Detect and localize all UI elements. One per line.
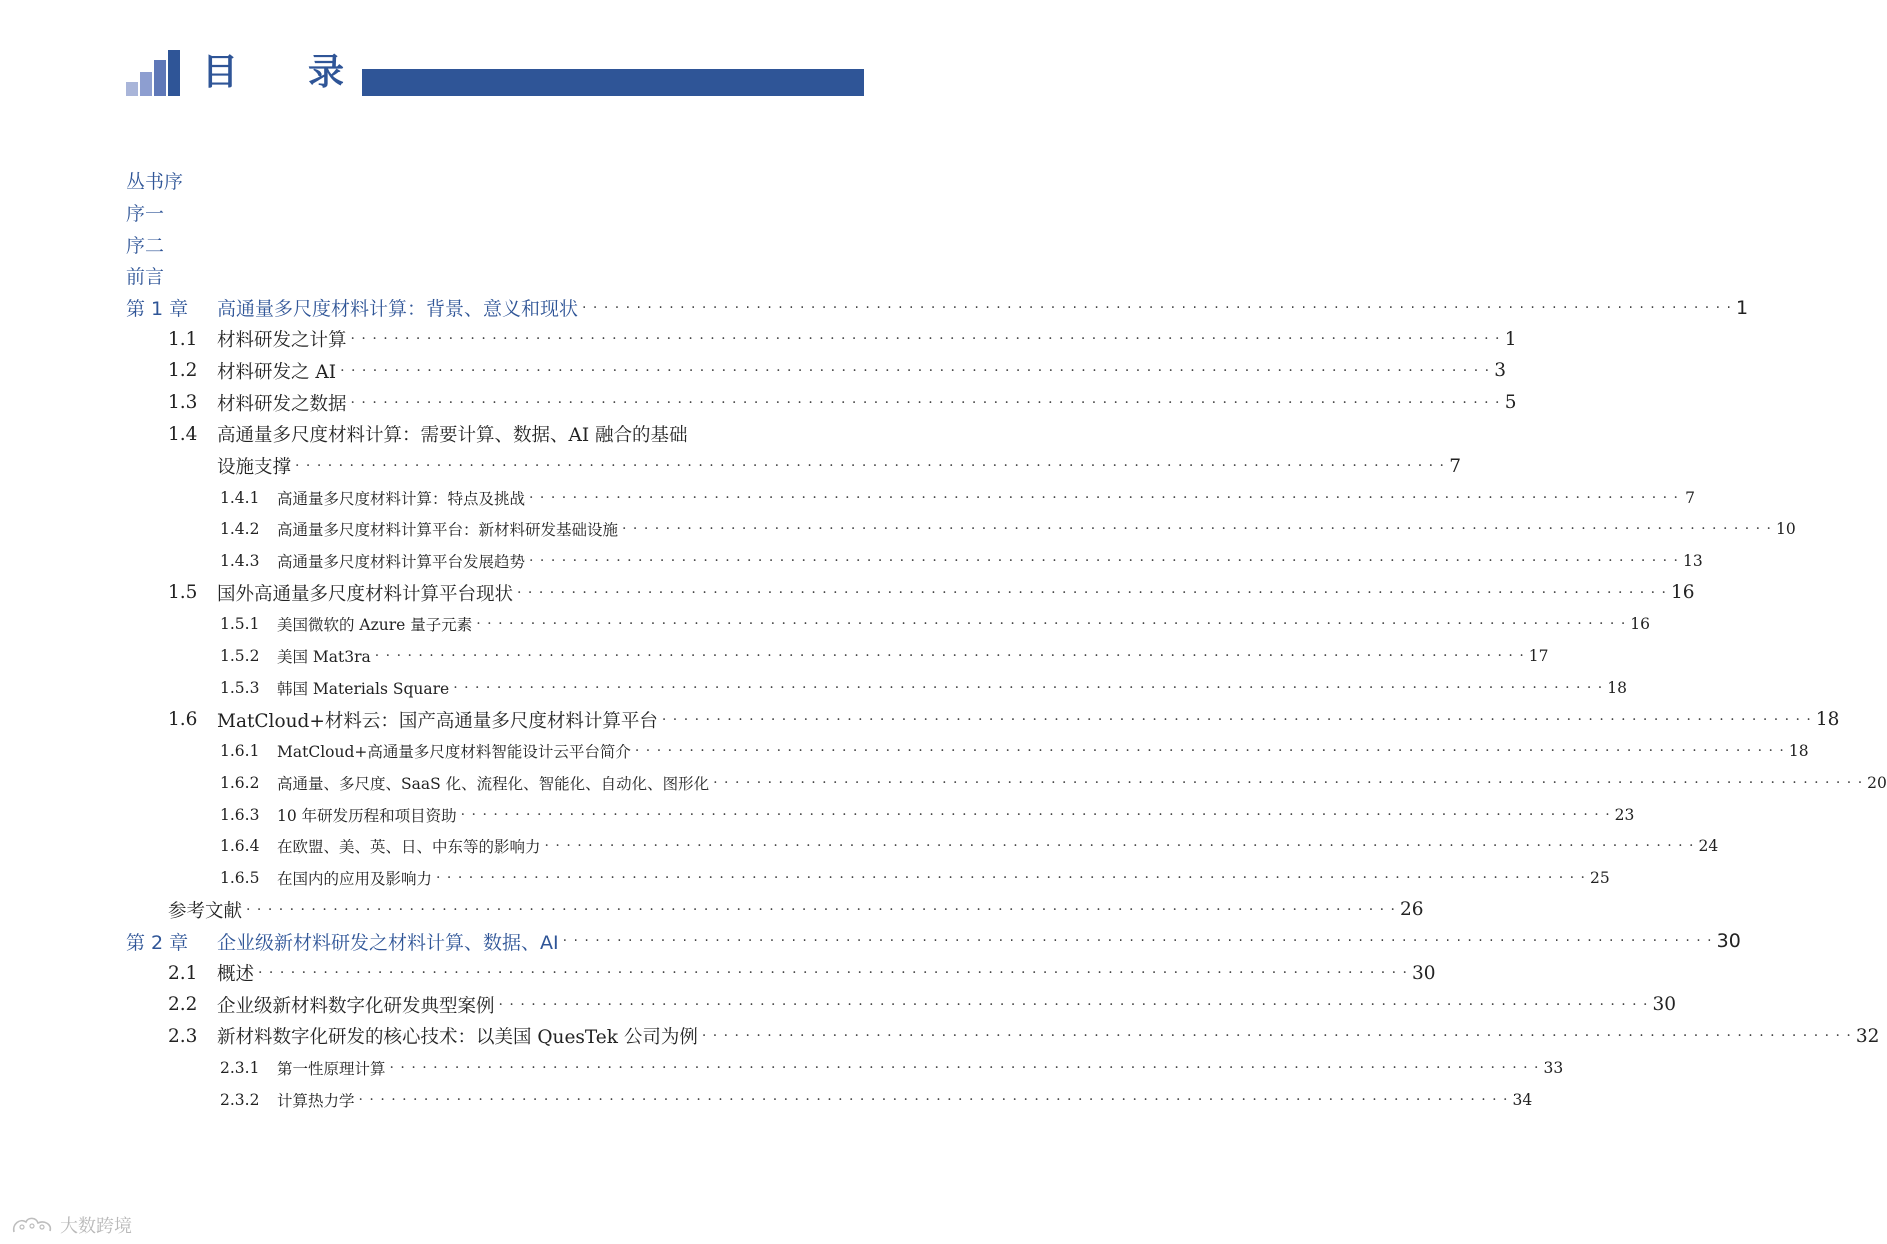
toc-front-item[interactable] xyxy=(126,228,864,260)
toc-page-number: 34 xyxy=(1512,1090,1533,1109)
toc-page-number: 30 xyxy=(1652,994,1677,1016)
toc-entry-number: 1.6.2 xyxy=(220,773,260,792)
watermark-text: 大数跨境 xyxy=(60,1216,132,1237)
toc-front-item[interactable] xyxy=(126,260,864,292)
toc-page-number: 20 xyxy=(1867,773,1887,792)
toc-entry-number: 1.5.3 xyxy=(220,678,260,697)
toc-page-number: 26 xyxy=(1400,899,1424,921)
logo-bar xyxy=(154,60,166,96)
toc-entry-title: 参考文献 xyxy=(168,900,243,922)
toc-entry-title: 高通量多尺度材料计算：背景、意义和现状 xyxy=(217,298,579,321)
toc-sec-row[interactable] xyxy=(126,1021,1880,1053)
title-char-1: 目 xyxy=(202,51,239,93)
toc-leader-dots xyxy=(432,870,1590,886)
toc-entry-title: 新材料数字化研发的核心技术：以美国 QuesTek 公司为例 xyxy=(217,1027,698,1049)
toc-entry-number: 1.1 xyxy=(168,328,198,350)
toc-sub-row[interactable] xyxy=(126,545,1703,577)
toc-entry-title: MatCloud+材料云：国产高通量多尺度材料计算平台 xyxy=(217,710,658,732)
toc-sub-row[interactable] xyxy=(126,1052,1564,1084)
toc-leader-dots xyxy=(525,490,1683,506)
toc-entry-number: 1.5 xyxy=(168,582,198,604)
toc-page-number: 23 xyxy=(1614,805,1635,824)
toc-entry-title: 美国微软的 Azure 量子元素 xyxy=(277,616,473,635)
toc-page-number: 32 xyxy=(1855,1025,1880,1047)
toc-page-number: 30 xyxy=(1412,962,1436,984)
toc-entry-number: 1.3 xyxy=(168,392,198,414)
toc-entry-title: 韩国 Materials Square xyxy=(277,679,450,698)
toc-entry-title: 在国内的应用及影响力 xyxy=(277,869,433,888)
toc-leader-dots xyxy=(291,458,1449,474)
toc-leader-dots xyxy=(495,997,1653,1013)
toc-entry-number: 第 1 章 xyxy=(126,298,189,321)
toc-entry-number: 1.6.5 xyxy=(220,868,260,887)
toc-entry-number: 1.4.1 xyxy=(220,488,260,507)
toc-page-number: 30 xyxy=(1716,930,1741,953)
toc-entry-title: 企业级新材料数字化研发典型案例 xyxy=(217,995,495,1017)
toc-ref-row[interactable] xyxy=(126,894,1424,926)
toc-chapter-row[interactable] xyxy=(126,292,1749,324)
toc-entry-title: 序二 xyxy=(126,234,165,257)
toc-entry-title: 序一 xyxy=(126,203,165,226)
toc-leader-dots xyxy=(618,521,1776,537)
toc-leader-dots xyxy=(658,712,1816,728)
toc-entry-number: 2.3 xyxy=(168,1025,198,1047)
toc-page-number: 33 xyxy=(1543,1059,1564,1078)
toc-sub-row[interactable] xyxy=(126,799,1635,831)
title-char-2: 录 xyxy=(308,51,345,93)
toc-entry-title: 在欧盟、美、英、日、中东等的影响力 xyxy=(277,838,541,857)
toc-page-number: 10 xyxy=(1776,520,1796,539)
toc-leader-dots xyxy=(457,807,1615,823)
toc-entry-number: 1.4.2 xyxy=(220,520,260,539)
watermark xyxy=(10,1212,132,1238)
toc-page-number: 5 xyxy=(1504,392,1517,414)
toc-entry-number: 1.2 xyxy=(168,360,198,382)
toc-entry-number: 1.4.3 xyxy=(220,552,260,571)
toc-leader-dots xyxy=(525,553,1683,569)
toc-entry-title: 材料研发之数据 xyxy=(217,393,347,415)
toc-leader-dots xyxy=(698,1028,1856,1044)
toc-page-number: 7 xyxy=(1685,488,1696,507)
header-band xyxy=(362,69,864,96)
toc-sec-row[interactable] xyxy=(126,355,1507,387)
toc-sub-row[interactable] xyxy=(126,735,1809,767)
toc-page-number: 18 xyxy=(1788,742,1809,761)
table-of-contents xyxy=(126,165,1887,1116)
toc-leader-dots xyxy=(513,585,1671,601)
toc-sub-row[interactable] xyxy=(126,609,1651,641)
toc-leader-dots xyxy=(347,331,1505,347)
toc-page-number: 1 xyxy=(1504,328,1517,350)
toc-page-number: 13 xyxy=(1683,552,1703,571)
toc-leader-dots xyxy=(347,395,1505,411)
toc-sec-row[interactable] xyxy=(126,577,1695,609)
toc-front-item[interactable] xyxy=(126,197,864,229)
toc-leader-dots xyxy=(631,743,1789,759)
toc-page-number: 18 xyxy=(1815,709,1840,731)
toc-entry-title: 材料研发之计算 xyxy=(217,330,347,352)
toc-leader-dots xyxy=(254,965,1412,981)
toc-sec-row[interactable] xyxy=(126,704,1840,736)
toc-page-number: 24 xyxy=(1698,837,1719,856)
toc-sec-row[interactable] xyxy=(126,989,1677,1021)
toc-sub-row[interactable] xyxy=(126,672,1627,704)
toc-entry-number: 1.6.1 xyxy=(220,742,260,761)
toc-entry-title: 国外高通量多尺度材料计算平台现状 xyxy=(217,583,514,605)
toc-page-number: 16 xyxy=(1671,582,1695,604)
toc-leader-dots xyxy=(578,300,1736,316)
toc-entry-title: 企业级新材料研发之材料计算、数据、AI xyxy=(217,931,559,954)
logo-bar xyxy=(126,82,138,96)
watermark-logo-icon xyxy=(10,1214,56,1236)
toc-entry-title: 计算热力学 xyxy=(277,1091,355,1110)
toc-leader-dots xyxy=(472,616,1630,632)
toc-cont-row[interactable] xyxy=(126,450,1462,482)
toc-leader-dots xyxy=(336,363,1494,379)
toc-entry-title: 美国 Mat3ra xyxy=(277,648,371,667)
toc-entry-title: MatCloud+高通量多尺度材料智能设计云平台简介 xyxy=(277,743,631,762)
toc-front-item[interactable] xyxy=(126,165,864,197)
toc-leader-dots xyxy=(449,680,1607,696)
toc-leader-dots xyxy=(541,838,1699,854)
toc-chapter-row[interactable] xyxy=(126,926,1741,958)
toc-entry-title: 高通量多尺度材料计算平台发展趋势 xyxy=(277,553,526,572)
toc-entry-title: 丛书序 xyxy=(126,171,184,194)
toc-sub-row[interactable] xyxy=(126,640,1549,672)
toc-page-number: 25 xyxy=(1590,868,1610,887)
toc-sub-row[interactable] xyxy=(126,482,1696,514)
toc-sub-row[interactable] xyxy=(126,514,1796,546)
toc-entry-number: 2.3.2 xyxy=(220,1090,260,1109)
toc-entry-number: 1.4 xyxy=(168,423,198,445)
toc-entry-number: 1.6.4 xyxy=(220,837,260,856)
bar-chart-logo-icon xyxy=(126,48,184,96)
toc-sec-row[interactable] xyxy=(126,323,1517,355)
toc-sub-row[interactable] xyxy=(126,1084,1533,1116)
toc-leader-dots xyxy=(709,775,1867,791)
toc-sub-row[interactable] xyxy=(126,862,1610,894)
toc-entry-title: 高通量多尺度材料计算：特点及挑战 xyxy=(277,489,526,508)
toc-leader-dots xyxy=(242,902,1400,918)
toc-entry-title: 设施支撑 xyxy=(217,457,292,479)
toc-entry-number: 1.6 xyxy=(168,709,198,731)
toc-entry-title: 前言 xyxy=(126,266,165,289)
toc-sec-row[interactable] xyxy=(126,957,1436,989)
toc-entry-number: 1.6.3 xyxy=(220,805,260,824)
toc-entry-number: 2.2 xyxy=(168,994,198,1016)
toc-page-number: 1 xyxy=(1736,296,1749,319)
toc-sec-row[interactable] xyxy=(126,387,1517,419)
toc-entry-number: 2.1 xyxy=(168,962,198,984)
toc-page-number: 16 xyxy=(1630,615,1651,634)
toc-page-number: 7 xyxy=(1449,455,1462,477)
toc-leader-dots xyxy=(386,1060,1544,1076)
toc-entry-title: 高通量、多尺度、SaaS 化、流程化、智能化、自动化、图形化 xyxy=(277,774,710,793)
toc-sub-row[interactable] xyxy=(126,830,1719,862)
toc-entry-title: 高通量多尺度材料计算平台：新材料研发基础设施 xyxy=(277,521,619,540)
toc-sub-row[interactable] xyxy=(126,767,1887,799)
toc-leader-dots xyxy=(559,933,1717,949)
toc-header xyxy=(126,48,866,98)
toc-entry-number: 1.5.2 xyxy=(220,647,260,666)
toc-entry-title: 材料研发之 AI xyxy=(217,361,337,383)
toc-leader-dots xyxy=(355,1092,1513,1108)
toc-page-number: 18 xyxy=(1607,678,1627,697)
toc-entry-title: 第一性原理计算 xyxy=(277,1060,386,1079)
toc-entry-number: 1.5.1 xyxy=(220,615,260,634)
toc-sec-row[interactable] xyxy=(126,419,864,451)
toc-page-number: 3 xyxy=(1494,360,1507,382)
toc-entry-title: 概述 xyxy=(217,964,255,986)
toc-entry-title: 高通量多尺度材料计算：需要计算、数据、AI 融合的基础 xyxy=(217,425,688,447)
toc-page-number: 17 xyxy=(1528,647,1549,666)
toc-entry-title: 10 年研发历程和项目资助 xyxy=(277,806,457,825)
logo-bar xyxy=(140,72,152,96)
toc-entry-number: 2.3.1 xyxy=(220,1059,260,1078)
toc-leader-dots xyxy=(371,648,1529,664)
toc-entry-number: 第 2 章 xyxy=(126,931,189,954)
logo-bar xyxy=(168,50,180,96)
